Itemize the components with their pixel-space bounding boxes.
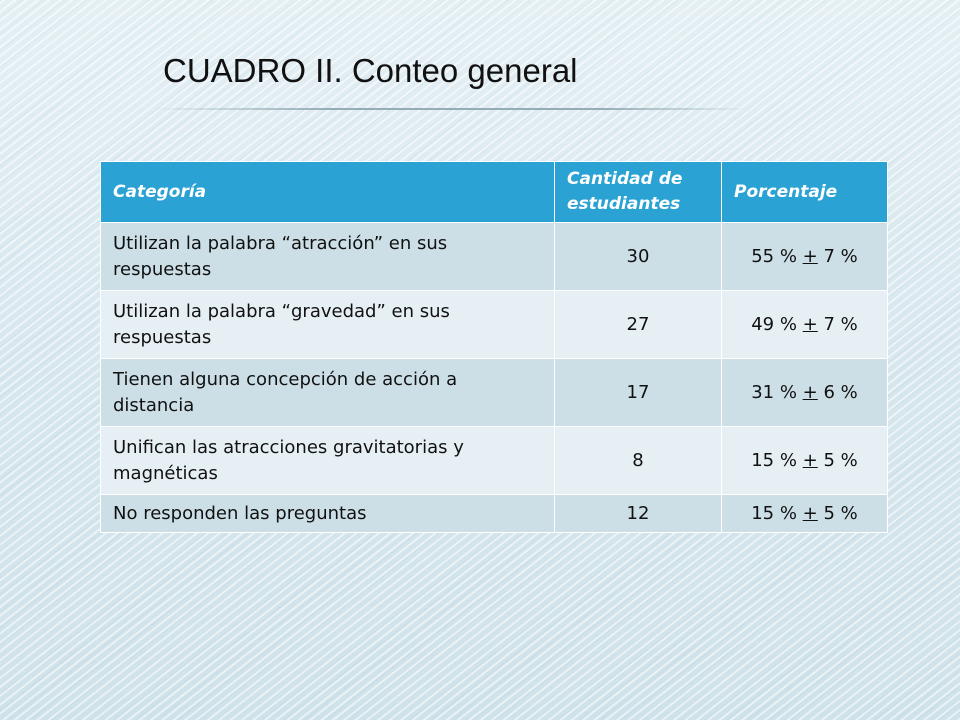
pct-error: 5 % (823, 449, 858, 471)
percentage-cell (722, 427, 888, 495)
pct-error: 5 % (823, 502, 858, 524)
category-cell: Utilizan la palabra “atracción” en sus respuestas (101, 223, 555, 291)
count-cell: 27 (555, 291, 722, 359)
header-category: Categoría (101, 162, 555, 223)
table-header-row (101, 162, 888, 223)
table-row (101, 291, 888, 359)
count-table (100, 161, 888, 533)
category-cell: Tienen alguna concepción de acción a distancia (101, 359, 555, 427)
table-row (101, 495, 888, 533)
plus-minus: + (802, 245, 818, 267)
category-cell: No responden las preguntas (101, 495, 555, 533)
count-cell: 30 (555, 223, 722, 291)
header-count: Cantidad de estudiantes (555, 162, 722, 223)
table-row (101, 359, 888, 427)
pct-error: 7 % (823, 313, 858, 335)
percentage-cell (722, 291, 888, 359)
page-title: CUADRO II. Conteo general (163, 52, 578, 89)
table-row (101, 223, 888, 291)
category-cell: Unifican las atracciones gravitatorias y magnéticas (101, 427, 555, 495)
plus-minus: + (802, 381, 818, 403)
pct-value: 15 % (751, 502, 797, 524)
plus-minus: + (802, 449, 818, 471)
percentage-cell (722, 223, 888, 291)
header-percentage: Porcentaje (722, 162, 888, 223)
percentage-cell (722, 359, 888, 427)
pct-error: 7 % (823, 245, 858, 267)
pct-value: 55 % (751, 245, 797, 267)
count-cell: 12 (555, 495, 722, 533)
count-cell: 17 (555, 359, 722, 427)
table-row (101, 427, 888, 495)
category-cell: Utilizan la palabra “gravedad” en sus respuestas (101, 291, 555, 359)
plus-minus: + (802, 313, 818, 335)
pct-error: 6 % (823, 381, 858, 403)
count-cell: 8 (555, 427, 722, 495)
pct-value: 49 % (751, 313, 797, 335)
percentage-cell (722, 495, 888, 533)
pct-value: 31 % (751, 381, 797, 403)
pct-value: 15 % (751, 449, 797, 471)
plus-minus: + (802, 502, 818, 524)
title-divider (150, 108, 750, 110)
